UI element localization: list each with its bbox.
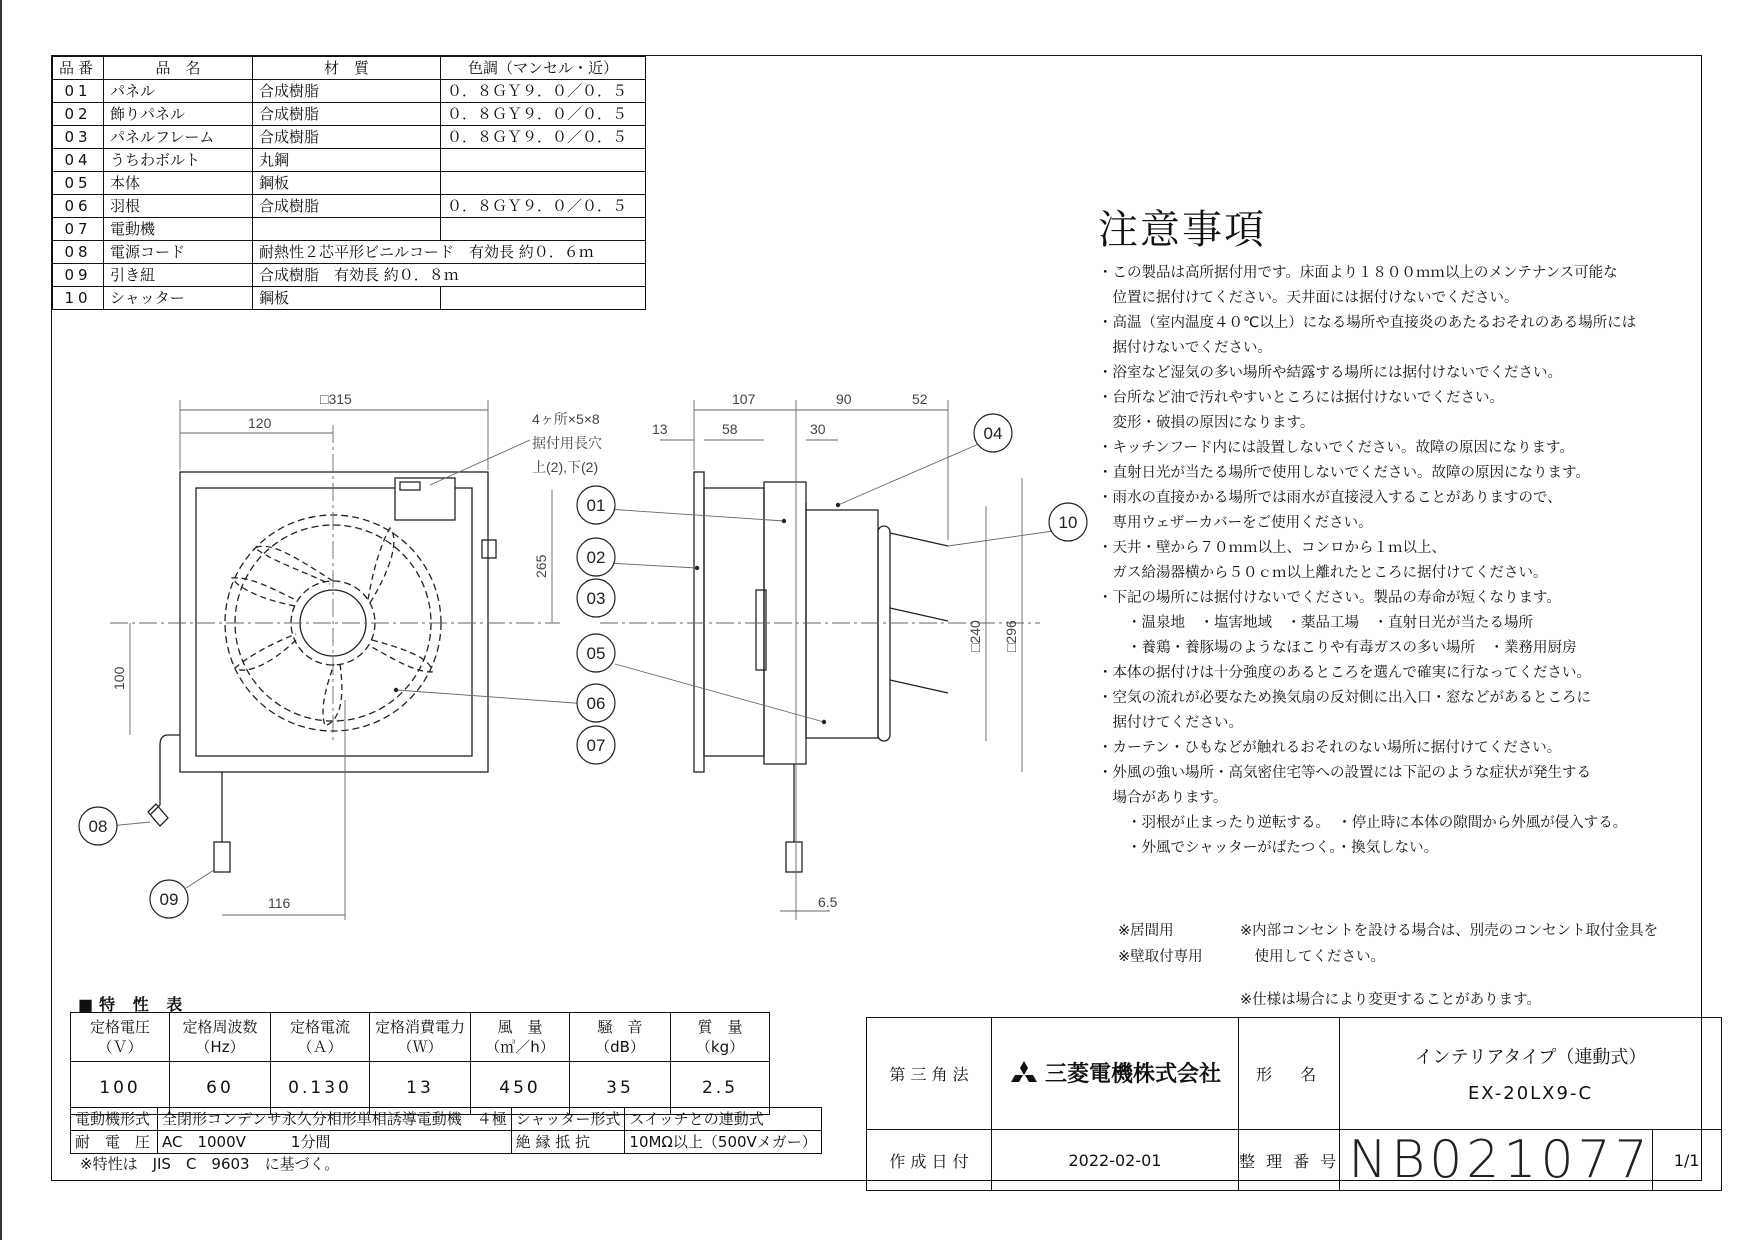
spec-header: 定格消費電力 （Ｗ）	[370, 1013, 471, 1062]
part-name: 引き紐	[104, 264, 253, 287]
balloon-label: 10	[1058, 513, 1078, 532]
note-line: ・浴室など湿気の多い場所や結露する場所には据付けないでください。	[1098, 365, 1562, 381]
part-name: パネルフレーム	[104, 126, 253, 149]
power-cord	[150, 735, 180, 815]
part-name: 飾りパネル	[104, 103, 253, 126]
spec-header: 定格電流 （Ａ）	[271, 1013, 370, 1062]
company-name: 三菱電機株式会社	[1044, 1062, 1221, 1088]
part-name: 羽根	[104, 195, 253, 218]
part-material: 耐熱性２芯平形ビニルコード 有効長 約０．６ｍ	[253, 241, 646, 264]
caution-notes	[1098, 198, 1678, 861]
part-color: ０．８ＧＹ９．０／０．５	[441, 195, 646, 218]
part-no: 10	[53, 287, 104, 310]
part-material: 丸鋼	[253, 149, 441, 172]
date-value: 2022-02-01	[992, 1130, 1239, 1191]
spec-table	[70, 1012, 770, 1115]
part-no: 04	[53, 149, 104, 172]
part-name: うちわボルト	[104, 149, 253, 172]
shutter-blade	[890, 680, 948, 693]
dim-cord-height: 100	[111, 666, 127, 690]
balloon-label: 05	[586, 644, 606, 663]
shutter-label: シャッター形式	[511, 1108, 625, 1131]
hole-note-2: 据付用長穴	[532, 435, 602, 451]
note-line: 場合があります。	[1098, 790, 1228, 806]
note-line: ・下記の場所には据付けないでください。製品の寿命が短くなります。	[1098, 590, 1561, 606]
parts-header: 材 質	[253, 57, 441, 80]
notes-title: 注意事項	[1098, 207, 1266, 253]
part-no: 05	[53, 172, 104, 195]
balloon-label: 06	[586, 694, 606, 713]
spec-header: 定格電圧 （Ｖ）	[71, 1013, 170, 1062]
part-no: 07	[53, 218, 104, 241]
withstand-label: 耐 電 圧	[71, 1131, 158, 1154]
side-pull-knob	[786, 842, 802, 872]
side-view	[694, 472, 948, 872]
spec-motor-table	[70, 1107, 822, 1154]
part-material: 鋼板	[253, 287, 441, 310]
spec-header: 質 量 （kg）	[671, 1013, 770, 1062]
part-no: 08	[53, 241, 104, 264]
spec-frequency: 60	[170, 1062, 271, 1115]
part-material: 合成樹脂	[253, 126, 441, 149]
front-view	[148, 472, 496, 872]
part-name: パネル	[104, 80, 253, 103]
spec-change-note: ※仕様は場合により変更することがあります。	[1240, 992, 1541, 1008]
part-material: 合成樹脂	[253, 80, 441, 103]
balloon-label: 09	[159, 890, 179, 909]
fan-blades	[232, 528, 432, 726]
note-line: ・本体の据付けは十分強度のあるところを選んで確実に行なってください。	[1098, 665, 1591, 681]
three-diamonds-icon	[1009, 1060, 1039, 1086]
parts-header: 品 名	[104, 57, 253, 80]
shutter-value: スイッチとの連動式	[625, 1108, 821, 1131]
company-cell	[992, 1018, 1239, 1130]
model-label: 形 名	[1239, 1018, 1340, 1130]
note-line: 据付けてください。	[1098, 715, 1243, 731]
dim-side-6-5: 6.5	[818, 894, 838, 910]
panel-side	[694, 472, 704, 772]
dim-overall-width: □315	[320, 391, 352, 407]
note-line: ・外風の強い場所・高気密住宅等への設置には下記のような症状が発生する	[1098, 765, 1591, 781]
balloon-label: 01	[586, 496, 606, 515]
hole-note-3: 上(2),下(2)	[532, 459, 599, 475]
motor-label: 電動機形式	[71, 1108, 158, 1131]
shutter-blade	[890, 533, 948, 546]
part-material: 合成樹脂 有効長 約０．８ｍ	[253, 264, 646, 287]
docno-cell	[1340, 1130, 1652, 1191]
spec-title: ■特 性 表	[78, 995, 189, 1014]
part-color: ０．８ＧＹ９．０／０．５	[441, 80, 646, 103]
dim-hole-height: 265	[533, 554, 549, 578]
spec-header: 風 量 （㎥／h）	[471, 1013, 570, 1062]
spec-header: 騒 音 （dB）	[570, 1013, 671, 1062]
spec-noise: 35	[570, 1062, 671, 1115]
note-line: ・養鶏・養豚場のようなほこりや有毒ガスの多い場所 ・業務用厨房	[1098, 640, 1577, 656]
note-line: 専用ウェザーカバーをご使用ください。	[1098, 515, 1373, 531]
part-no: 03	[53, 126, 104, 149]
motor-value: 全閉形コンデンサ永久分相形単相誘導電動機 ４極	[158, 1108, 512, 1131]
part-no: 02	[53, 103, 104, 126]
leader-dots	[394, 503, 840, 724]
frame-side	[704, 488, 764, 756]
part-name: 電動機	[104, 218, 253, 241]
balloon-label: 02	[586, 548, 606, 567]
document-number: NB021077	[1348, 1130, 1652, 1190]
remark-outlet-2: 使用してください。	[1240, 949, 1385, 965]
note-line: ・温泉地 ・塩害地域 ・薬品工場 ・直射日光が当たる場所	[1098, 615, 1533, 631]
insulation-label: 絶 縁 抵 抗	[511, 1131, 625, 1154]
shutter-rail	[878, 526, 890, 741]
body-rear	[806, 510, 878, 738]
part-material: 合成樹脂	[253, 103, 441, 126]
damper-box	[395, 478, 455, 520]
part-material: 合成樹脂	[253, 195, 441, 218]
note-line: 位置に据付けてください。天井面には据付けないでください。	[1098, 290, 1519, 306]
dim-side-90: 90	[836, 391, 852, 407]
panel-inner	[196, 488, 472, 756]
spec-header: 定格周波数 （Hz）	[170, 1013, 271, 1062]
docno-label: 整 理 番 号	[1239, 1130, 1340, 1191]
note-line: ・キッチンフード内には設置しないでください。故障の原因になります。	[1098, 440, 1574, 456]
remark-outlet-1: ※内部コンセントを設ける場合は、別売のコンセント取付金具を	[1240, 923, 1659, 939]
cord-plug	[148, 804, 168, 826]
note-line: ・台所など油で汚れやすいところには据付けないでください。	[1098, 390, 1504, 406]
dim-side-52: 52	[912, 391, 928, 407]
part-name: 本体	[104, 172, 253, 195]
note-line: ガス給湯器横から５０ｃｍ以上離れたところに据付けてください。	[1098, 565, 1548, 581]
part-color: ０．８ＧＹ９．０／０．５	[441, 103, 646, 126]
part-name: 電源コード	[104, 241, 253, 264]
note-line: 変形・破損の原因になります。	[1098, 415, 1315, 431]
remark-wall: ※壁取付専用	[1118, 949, 1203, 965]
remark-living: ※居間用	[1118, 923, 1174, 939]
spec-footnote: ※特性は JIS C 9603 に基づく。	[80, 1155, 340, 1173]
part-color: ０．８ＧＹ９．０／０．５	[441, 126, 646, 149]
sheet-number: 1/1	[1652, 1130, 1721, 1191]
part-no: 06	[53, 195, 104, 218]
part-material: 鋼板	[253, 172, 441, 195]
company-logo	[1009, 1057, 1221, 1088]
spec-voltage: 100	[71, 1062, 170, 1115]
note-line: ・この製品は高所据付用です。床面より１８００ｍｍ以上のメンテナンス可能な	[1098, 265, 1618, 281]
spec-airflow: 450	[471, 1062, 570, 1115]
pull-knob	[214, 842, 230, 872]
balloon-label: 08	[88, 817, 108, 836]
part-name: シャッター	[104, 287, 253, 310]
note-line: ・空気の流れが必要なため換気扇の反対側に出入口・窓などがあるところに	[1098, 690, 1591, 706]
notes-list	[1098, 261, 1678, 861]
parts-header: 色調（マンセル・近）	[441, 57, 646, 80]
balloon-label: 07	[586, 736, 606, 755]
note-line: ・高温（室内温度４０℃以上）になる場所や直接炎のあたるおそれのある場所には	[1098, 315, 1637, 331]
dim-side-30: 30	[810, 421, 826, 437]
part-no: 09	[53, 264, 104, 287]
shutter-blade	[890, 608, 948, 621]
parts-header: 品番	[53, 57, 104, 80]
spec-current: 0.130	[271, 1062, 370, 1115]
dim-hole-offset: 120	[248, 415, 272, 431]
model-cell	[1340, 1018, 1721, 1130]
note-line: ・天井・壁から７０ｍｍ以上、コンロから１ｍ以上、	[1098, 540, 1446, 556]
date-label: 作 成 日 付	[867, 1130, 992, 1191]
part-no: 01	[53, 80, 104, 103]
note-line: 据付けないでください。	[1098, 340, 1272, 356]
balloon-label: 04	[983, 424, 1003, 443]
dim-side-58: 58	[722, 421, 738, 437]
dim-side-107: 107	[732, 391, 756, 407]
insulation-value: 10MΩ以上（500Vメガー）	[625, 1131, 821, 1154]
model-name: EX-20LX9-C	[1467, 1083, 1594, 1104]
note-line: ・外風でシャッターがばたつく。・換気しない。	[1098, 840, 1439, 856]
note-line: ・雨水の直接かかる場所では雨水が直接浸入することがありますので、	[1098, 490, 1562, 506]
dim-side-13: 13	[652, 421, 668, 437]
withstand-value: AC 1000V 1分間	[158, 1131, 512, 1154]
projection-method: 第 三 角 法	[867, 1018, 992, 1130]
type-name: インテリアタイプ（連動式）	[1414, 1047, 1647, 1068]
hole-note-1: 4ヶ所×5×8	[532, 411, 600, 427]
note-line: ・カーテン・ひもなどが触れるおそれのない場所に据付けてください。	[1098, 740, 1562, 756]
note-line: ・羽根が止まったり逆転する。 ・停止時に本体の隙間から外風が侵入する。	[1098, 815, 1628, 831]
dim-pull-offset: 116	[268, 895, 291, 911]
spec-power: 13	[370, 1062, 471, 1115]
dim-side-240: □240	[967, 620, 983, 652]
balloon-label: 03	[586, 589, 606, 608]
note-line: ・直射日光が当たる場所で使用しないでください。故障の原因になります。	[1098, 465, 1590, 481]
dim-side-296: □296	[1003, 620, 1019, 652]
spec-mass: 2.5	[671, 1062, 770, 1115]
side-tab	[482, 540, 496, 558]
title-block	[866, 1017, 1722, 1191]
